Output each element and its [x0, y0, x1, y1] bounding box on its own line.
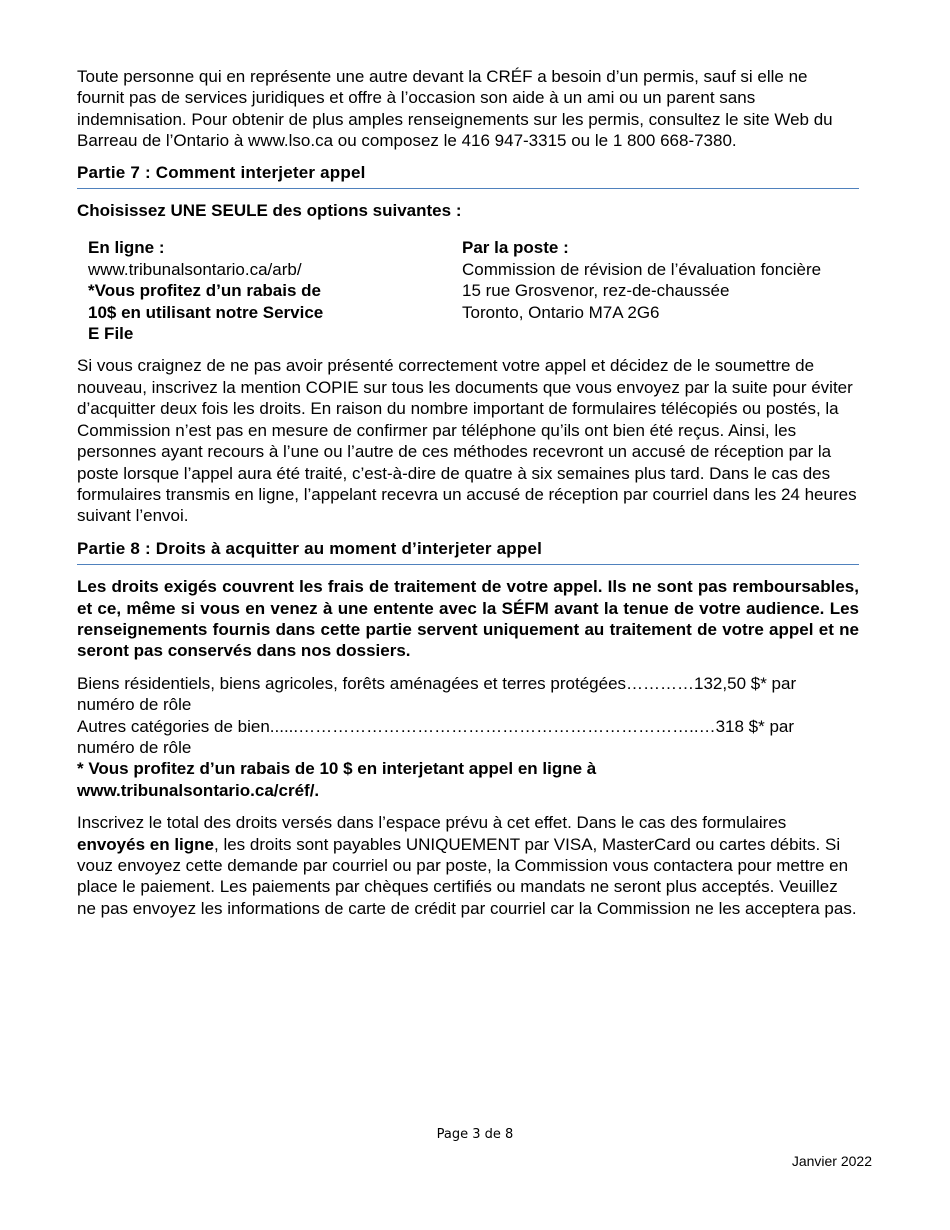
- payment-paragraph: [77, 812, 859, 919]
- online-discount: *Vous profitez d’un rabais de 10$ en utilisant notre Service E File: [88, 281, 324, 344]
- intro-paragraph: Toute personne qui en représente une autre devant la CRÉF a besoin d’un permis, sauf si elle ne fournit pas de services juridiques et offre à l’occasion son aide à un ami ou un parent sans indemnisation. Pour obtenir de plus amples renseignements sur les permis, consultez le site Web du Barreau de l’Ontario à www.lso.ca ou composez le 416 947-3315 ou le 1 800 668-7380.: [77, 67, 833, 151]
- fee-residential: Biens résidentiels, biens agricoles, forêts aménagées et terres protégées…………132,50 $* par: [77, 673, 797, 693]
- fee-list: [77, 673, 859, 801]
- appeal-options: [77, 237, 859, 344]
- fee-other-unit: numéro de rôle: [77, 737, 192, 757]
- mail-option: [462, 237, 859, 344]
- part7-choose-instruction: Choisissez UNE SEULE des options suivantes :: [77, 201, 462, 221]
- mail-heading: Par la poste :: [462, 238, 569, 258]
- mail-address-line3: Toronto, Ontario M7A 2G6: [462, 302, 660, 322]
- part8-title: Partie 8 : Droits à acquitter au moment d’interjeter appel: [77, 538, 859, 565]
- online-heading: En ligne :: [88, 238, 165, 258]
- part7-title: Partie 7 : Comment interjeter appel: [77, 162, 859, 189]
- document-page: [77, 66, 859, 919]
- online-discount-line2: www.tribunalsontario.ca/créf/.: [77, 780, 320, 800]
- online-option: [88, 237, 462, 344]
- payment-text-post: , les droits sont payables UNIQUEMENT par VISA, MasterCard ou cartes débits. Si vouz envoyez cette demande par courriel ou par poste, la Commission vous contactera pour mettre en place le paiement. Les paiements par chèques certifiés ou mandats ne seront plus acceptés. Veuillez ne pas envoyez les informations de carte de crédit par courriel car la Commission ne les acceptera pas.: [77, 834, 857, 918]
- fee-residential-unit: numéro de rôle: [77, 695, 192, 715]
- part7-body: Si vous craignez de ne pas avoir présenté correctement votre appel et décidez de le soumettre de nouveau, inscrivez la mention COPIE sur tous les documents que vous envoyez par la suite pour éviter d’acquitter deux fois les droits. En raison du nombre important de formulaires télécopiés ou postés, la Commission n’est pas en mesure de confirmer par téléphone qu’ils ont bien été reçus. Ainsi, les personnes ayant recours à l’une ou l’autre de ces méthodes recevront un accusé de réception par la poste lorsque l’appel aura été traité, c’est-à-dire de quatre à six semaines plus tard. Dans le cas des formulaires transmis en ligne, l’appelant recevra un accusé de réception par courriel dans les 24 heures suivant l’envoi.: [77, 356, 857, 526]
- online-discount-line1: * Vous profitez d’un rabais de 10 $ en interjetant appel en ligne à: [77, 759, 597, 779]
- mail-address-line2: 15 rue Grosvenor, rez-de-chaussée: [462, 281, 730, 301]
- mail-address-line1: Commission de révision de l’évaluation foncière: [462, 259, 822, 279]
- payment-text-pre: Inscrivez le total des droits versés dans l’espace prévu à cet effet. Dans le cas des formulaires: [77, 813, 787, 833]
- part8-notice: Les droits exigés couvrent les frais de traitement de votre appel. Ils ne sont pas remboursables, et ce, même si vous en venez à une entente avec la SÉFM avant la tenue de votre audience. Les renseignements fournis dans cette partie servent uniquement au traitement de votre appel et ne seront pas conservés dans nos dossiers.: [77, 577, 859, 661]
- payment-text-bold: envoyés en ligne: [77, 834, 214, 854]
- fee-other: Autres catégories de bien......……………………………………………………………..…318 $* par: [77, 716, 795, 736]
- online-url: www.tribunalsontario.ca/arb/: [88, 259, 302, 279]
- page-number: Page 3 de 8: [436, 1127, 514, 1142]
- document-date: Janvier 2022: [791, 1153, 872, 1169]
